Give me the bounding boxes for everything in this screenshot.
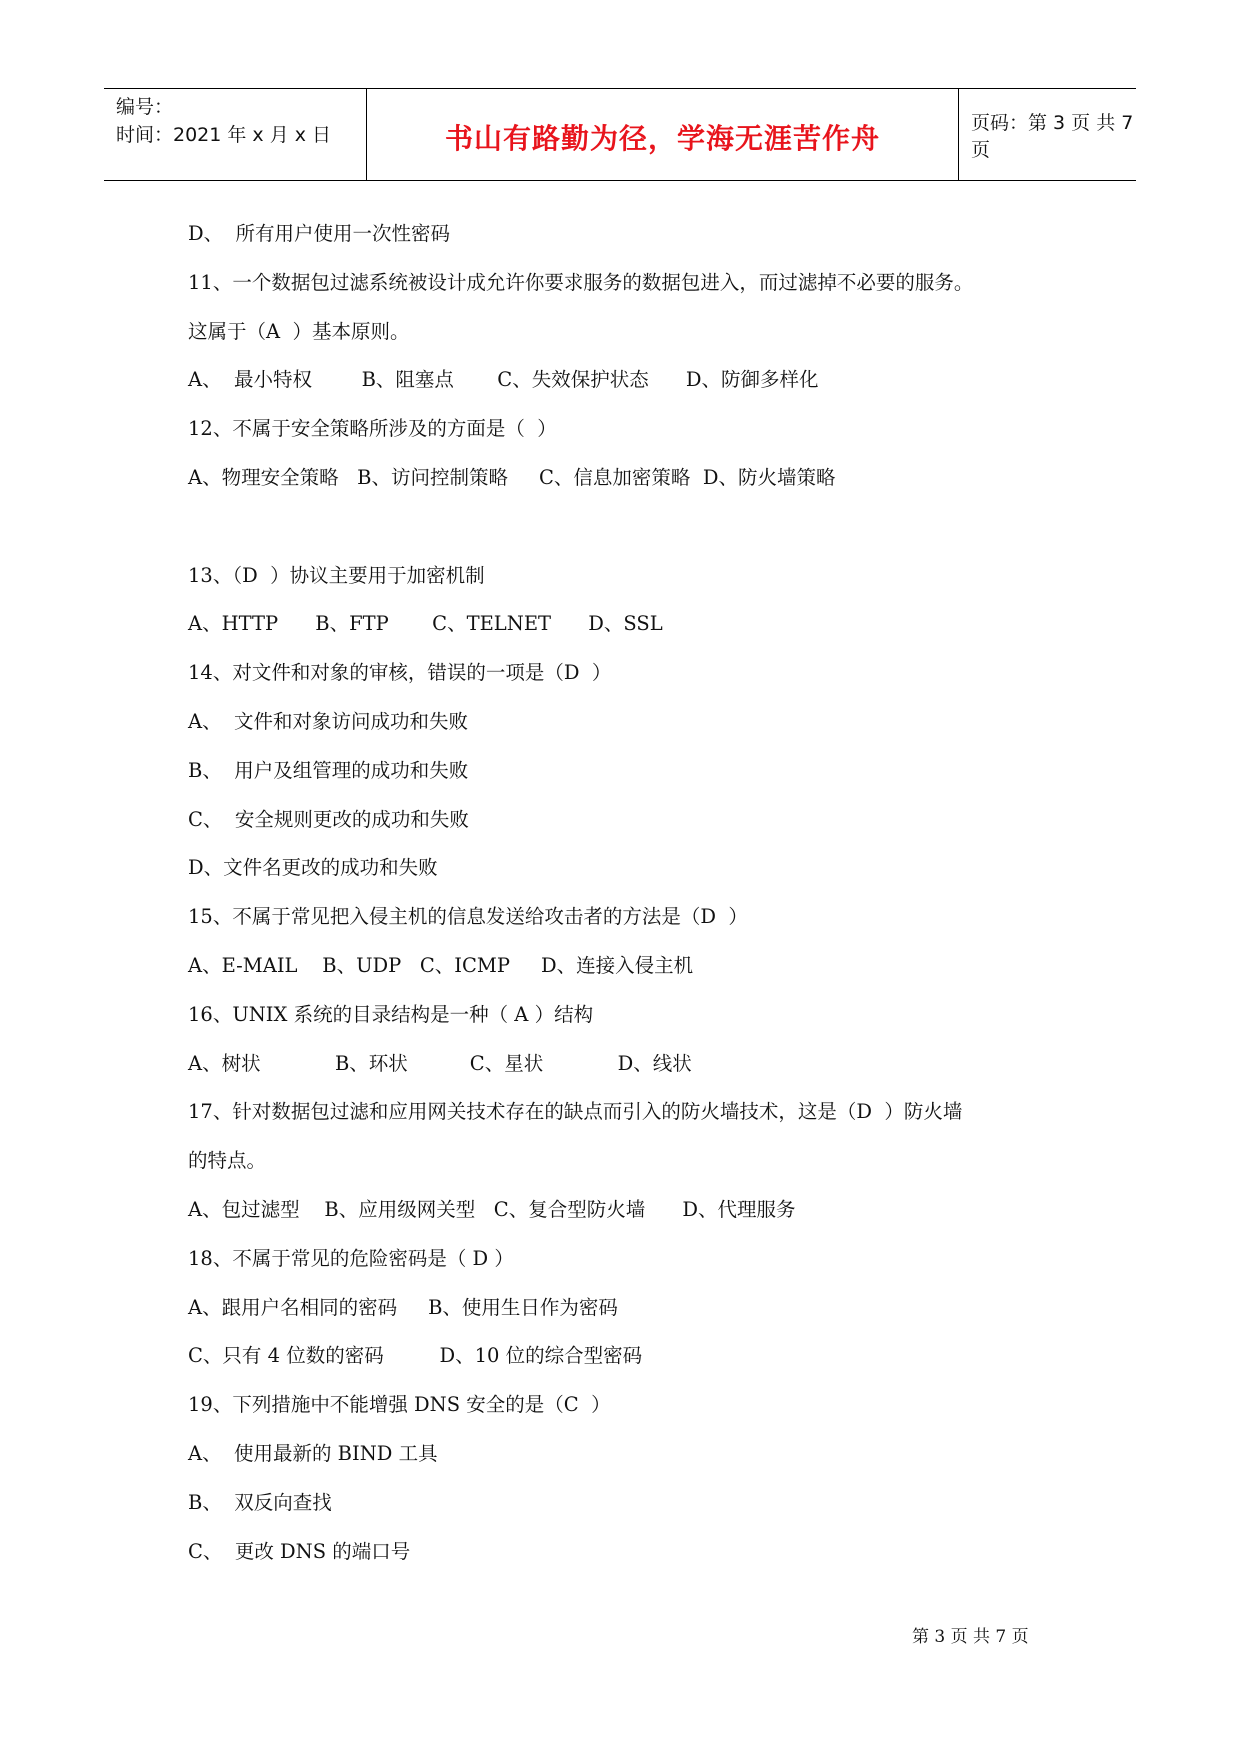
document-time-label: 时间：2021 年 x 月 x 日 [116,124,332,146]
header-slogan: 书山有路勤为径，学海无涯苦作舟 [444,121,880,155]
header-meta [104,89,367,180]
options-line: A、 最小特权 B、阻塞点 C、失效保护状态 D、防御多样化 [188,368,819,392]
options-line: C、只有 4 位数的密码 D、10 位的综合型密码 [188,1344,643,1368]
document-body [188,210,1088,1576]
header-slogan-cell [367,89,959,180]
options-line: A、跟用户名相同的密码 B、使用生日作为密码 [188,1295,618,1319]
question-15: 15、不属于常见把入侵主机的信息发送给攻击者的方法是（D ） [188,905,748,929]
question-17: 17、针对数据包过滤和应用网关技术存在的缺点而引入的防火墙技术，这是（D ）防火墙 [188,1100,963,1124]
option-line: A、 使用最新的 BIND 工具 [188,1441,438,1465]
question-19: 19、下列措施中不能增强 DNS 安全的是（C ） [188,1393,611,1417]
options-line: A、包过滤型 B、应用级网关型 C、复合型防火墙 D、代理服务 [188,1197,796,1221]
option-line: B、 用户及组管理的成功和失败 [188,758,469,782]
question-12: 12、不属于安全策略所涉及的方面是（ ） [188,417,557,441]
header-page-cell [959,89,1136,180]
page-footer: 第 3 页 共 7 页 [912,1627,1029,1647]
option-line: D、文件名更改的成功和失败 [188,856,438,880]
question-18: 18、不属于常见的危险密码是（ D ） [188,1246,514,1270]
page-header [104,88,1136,181]
options-line: A、树状 B、环状 C、星状 D、线状 [188,1051,692,1075]
question-16: 16、UNIX 系统的目录结构是一种（ A ）结构 [188,1002,594,1026]
options-line: A、E-MAIL B、UDP C、ICMP D、连接入侵主机 [188,953,694,977]
option-line: A、 文件和对象访问成功和失败 [188,709,468,733]
body-line: D、 所有用户使用一次性密码 [188,222,451,245]
options-line: A、HTTP B、FTP C、TELNET D、SSL [188,612,663,636]
blank-line [188,503,1088,552]
option-line: C、 安全规则更改的成功和失败 [188,807,469,831]
header-page-label: 页码：第 3 页 共 7 页 [971,111,1134,161]
option-line: B、 双反向查找 [188,1490,332,1514]
option-line: C、 更改 DNS 的端口号 [188,1539,411,1563]
body-line: 的特点。 [188,1149,267,1173]
body-line: 这属于（A ）基本原则。 [188,319,410,343]
document-number-label: 编号： [116,96,174,118]
question-14: 14、对文件和对象的审核，错误的一项是（D ） [188,661,612,685]
options-line: A、物理安全策略 B、访问控制策略 C、信息加密策略 D、防火墙策略 [188,465,836,489]
question-13: 13、（D ）协议主要用于加密机制 [188,563,485,587]
question-11: 11、一个数据包过滤系统被设计成允许你要求服务的数据包进入，而过滤掉不必要的服务。 [188,270,974,294]
